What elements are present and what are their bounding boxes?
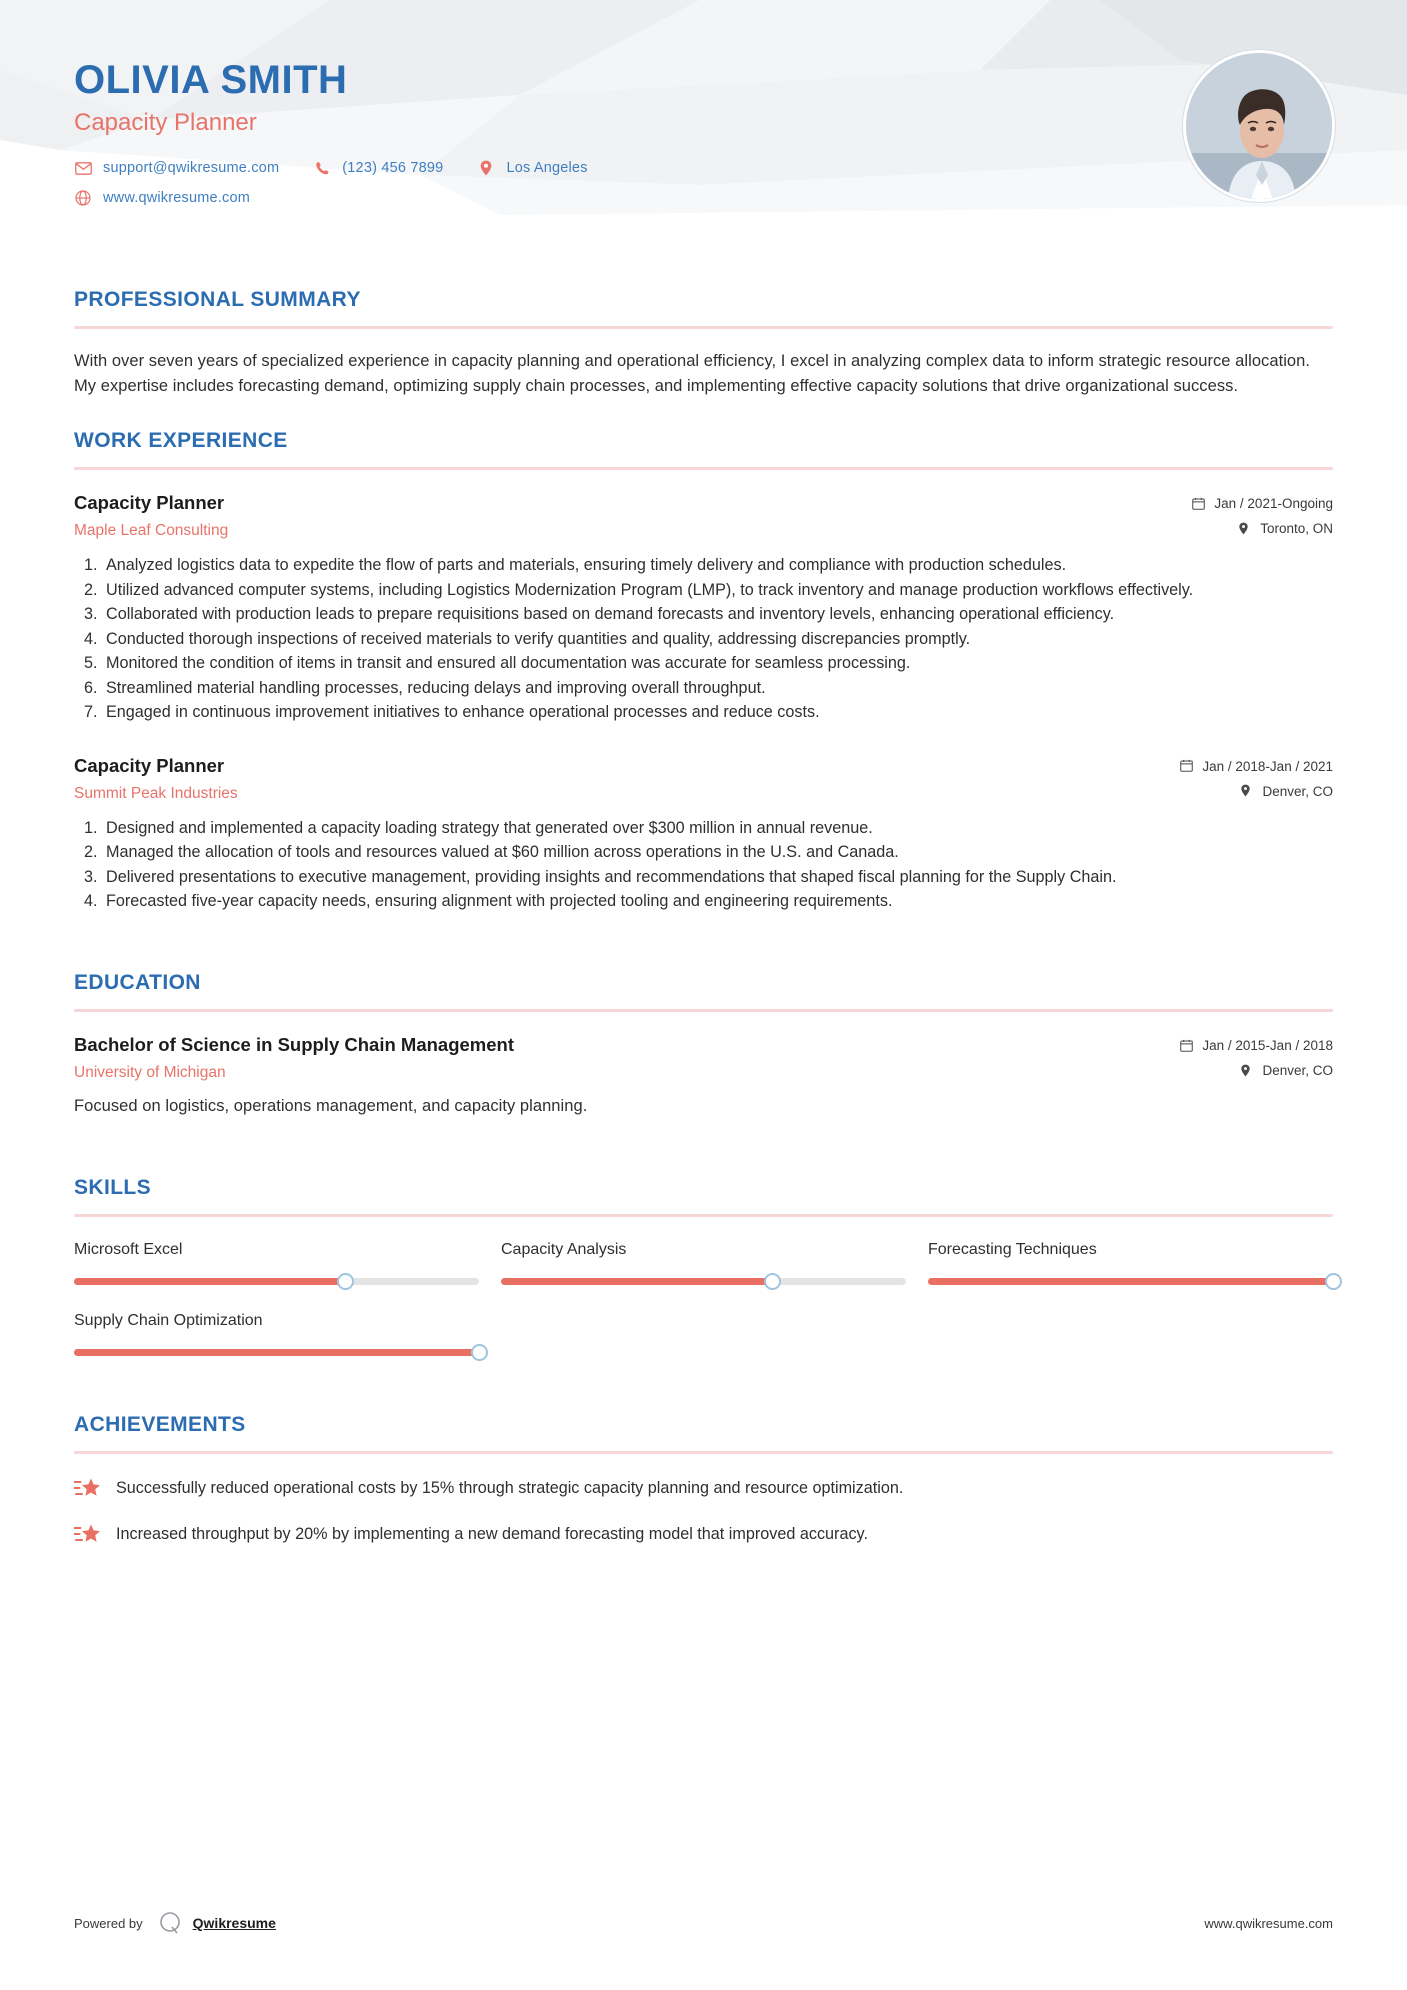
- footer-website[interactable]: www.qwikresume.com: [1204, 1915, 1333, 1931]
- section-divider: [74, 1214, 1333, 1217]
- skill-label: Capacity Analysis: [501, 1240, 627, 1258]
- education-location-line: [1180, 1063, 1333, 1078]
- skill-item: [74, 1312, 479, 1357]
- contact-phone-text: (123) 456 7899: [342, 160, 444, 176]
- calendar-icon: [1192, 497, 1206, 511]
- job-bullet: 2. Managed the allocation of tools and resources valued at $60 million across operations in the U.S. and Canada.: [102, 841, 1333, 864]
- section-divider: [74, 1009, 1333, 1012]
- slider-fill: [74, 1278, 345, 1285]
- job-bullet: 7. Engaged in continuous improvement initiatives to enhance operational processes and reduce costs.: [102, 701, 1333, 724]
- slider-knob[interactable]: [471, 1344, 488, 1361]
- contact-website[interactable]: [74, 189, 250, 207]
- contact-line-primary: [74, 159, 1333, 177]
- map-pin-icon: [1238, 522, 1252, 536]
- skill-slider[interactable]: [74, 1348, 479, 1357]
- resume-header: [0, 0, 1407, 258]
- section-education: [74, 971, 1333, 1119]
- skill-item: [74, 1241, 479, 1286]
- job-dates: Jan / 2018-Jan / 2021: [1202, 758, 1333, 774]
- education-entry-left: [74, 1034, 1180, 1082]
- contact-location[interactable]: [477, 159, 587, 177]
- contact-phone[interactable]: [313, 159, 443, 177]
- contact-email[interactable]: [74, 159, 279, 177]
- job-bullet: 1. Analyzed logistics data to expedite the flow of parts and materials, ensuring timely delivery and compliance with production schedules.: [102, 554, 1333, 577]
- degree-title: Bachelor of Science in Supply Chain Management: [74, 1034, 514, 1056]
- candidate-name: OLIVIA SMITH: [74, 58, 348, 102]
- location-pin-icon: [477, 159, 495, 177]
- globe-icon: [74, 189, 92, 207]
- star-burst-icon: [74, 1476, 102, 1500]
- section-professional-summary: [74, 288, 1333, 399]
- map-pin-icon: [1240, 1064, 1254, 1078]
- section-divider: [74, 326, 1333, 329]
- calendar-icon: [1180, 1039, 1194, 1053]
- job-bullet: 6. Streamlined material handling processes, reducing delays and improving overall throughput.: [102, 677, 1333, 700]
- school-name: University of Michigan: [74, 1064, 226, 1082]
- contact-website-text: www.qwikresume.com: [103, 190, 251, 206]
- skill-label: Microsoft Excel: [74, 1240, 183, 1258]
- work-entry-left: [74, 492, 1192, 540]
- summary-text: With over seven years of specialized experience in capacity planning and operational efficiency, I excel in analyzing complex data to inform strategic resource allocation. My expertise includes forecasting demand, optimizing supply chain processes, and implementing effective capacity solutions that drive organizational success.: [74, 352, 1311, 396]
- skill-item: [928, 1241, 1333, 1286]
- avatar-portrait: [1186, 53, 1335, 202]
- section-work-experience: [74, 429, 1333, 913]
- slider-knob[interactable]: [764, 1273, 781, 1290]
- education-location: Denver, CO: [1262, 1063, 1333, 1079]
- job-dates: Jan / 2021-Ongoing: [1214, 496, 1333, 512]
- education-entry: [74, 1034, 1333, 1119]
- education-dates-line: [1180, 1038, 1333, 1053]
- powered-by-label: Powered by: [74, 1915, 143, 1931]
- job-bullet: 4. Forecasted five-year capacity needs, ensuring alignment with projected tooling and engineering requirements.: [102, 890, 1333, 913]
- contact-line-secondary: [74, 189, 1333, 207]
- section-title-education: EDUCATION: [74, 971, 201, 995]
- qwikresume-brand-link[interactable]: Qwikresume: [192, 1915, 276, 1931]
- job-bullets: [74, 817, 1333, 914]
- education-entry-head: [74, 1034, 1333, 1082]
- job-bullet: 5. Monitored the condition of items in transit and ensured all documentation was accurate for seamless processing.: [102, 652, 1333, 675]
- job-dates-line: [1192, 496, 1333, 511]
- contact-location-text: Los Angeles: [506, 160, 588, 176]
- footer-brand-block: [74, 1910, 276, 1936]
- candidate-role: Capacity Planner: [74, 109, 257, 136]
- resume-body: [0, 288, 1407, 1546]
- envelope-icon: [74, 159, 92, 177]
- work-entry-head: [74, 755, 1333, 803]
- map-pin-icon: [1240, 784, 1254, 798]
- achievement-text: Increased throughput by 20% by implementing a new demand forecasting model that improved accuracy.: [116, 1524, 868, 1543]
- job-bullet: 3. Collaborated with production leads to prepare requisitions based on demand forecasts and inventory levels, enhancing operational efficiency.: [102, 603, 1333, 626]
- job-location: Toronto, ON: [1260, 521, 1333, 537]
- page-footer: [0, 1910, 1407, 1936]
- contact-email-text: support@qwikresume.com: [103, 160, 280, 176]
- section-title-summary: PROFESSIONAL SUMMARY: [74, 288, 361, 311]
- work-entry-head: [74, 492, 1333, 540]
- section-divider: [74, 1451, 1333, 1454]
- slider-fill: [501, 1278, 772, 1285]
- education-entry-meta: [1180, 1034, 1333, 1078]
- work-entry-meta: [1192, 492, 1333, 536]
- job-bullet: 3. Delivered presentations to executive management, providing insights and recommendations that shaped fiscal planning for the Supply Chain.: [102, 866, 1333, 889]
- skills-grid: [74, 1241, 1333, 1357]
- skill-item: [501, 1241, 906, 1286]
- job-bullets: [74, 554, 1333, 724]
- job-title: Capacity Planner: [74, 754, 225, 776]
- section-divider: [74, 467, 1333, 470]
- education-dates: Jan / 2015-Jan / 2018: [1202, 1038, 1333, 1054]
- phone-icon: [313, 159, 331, 177]
- job-company: Summit Peak Industries: [74, 784, 238, 802]
- education-description: Focused on logistics, operations management, and capacity planning.: [74, 1097, 588, 1116]
- job-dates-line: [1180, 759, 1333, 774]
- job-bullet: 4. Conducted thorough inspections of received materials to verify quantities and quality, addressing discrepancies promptly.: [102, 628, 1333, 651]
- skill-slider[interactable]: [501, 1277, 906, 1286]
- job-title: Capacity Planner: [74, 492, 225, 514]
- slider-knob[interactable]: [337, 1273, 354, 1290]
- section-achievements: [74, 1413, 1333, 1546]
- job-location: Denver, CO: [1262, 783, 1333, 799]
- work-entry-meta: [1180, 755, 1333, 799]
- work-entry: [74, 755, 1333, 914]
- slider-knob[interactable]: [1325, 1273, 1342, 1290]
- calendar-icon: [1180, 759, 1194, 773]
- job-company: Maple Leaf Consulting: [74, 522, 229, 540]
- star-burst-icon: [74, 1522, 102, 1546]
- achievement-text: Successfully reduced operational costs by 15% through strategic capacity planning and resource optimization.: [116, 1478, 904, 1497]
- skill-label: Forecasting Techniques: [928, 1240, 1097, 1258]
- slider-fill: [928, 1278, 1333, 1285]
- skill-slider[interactable]: [928, 1277, 1333, 1286]
- job-location-line: [1180, 784, 1333, 799]
- job-bullet: 2. Utilized advanced computer systems, including Logistics Modernization Program (LMP), to track inventory and manage production workflows effectively.: [102, 579, 1333, 602]
- work-entry: [74, 492, 1333, 724]
- section-title-skills: SKILLS: [74, 1175, 152, 1199]
- skill-label: Supply Chain Optimization: [74, 1311, 263, 1329]
- work-entry-left: [74, 755, 1180, 803]
- avatar: [1183, 50, 1335, 202]
- section-skills: [74, 1176, 1333, 1357]
- achievement-item: [74, 1476, 1333, 1500]
- job-bullet: 1. Designed and implemented a capacity loading strategy that generated over $300 million in annual revenue.: [102, 817, 1333, 840]
- job-location-line: [1192, 521, 1333, 536]
- section-title-achievements: ACHIEVEMENTS: [74, 1412, 246, 1436]
- qwikresume-logo-icon: [157, 1910, 183, 1936]
- skill-slider[interactable]: [74, 1277, 479, 1286]
- achievement-item: [74, 1522, 1333, 1546]
- contact-block: [74, 159, 1333, 207]
- slider-fill: [74, 1349, 479, 1356]
- section-title-work: WORK EXPERIENCE: [74, 429, 288, 453]
